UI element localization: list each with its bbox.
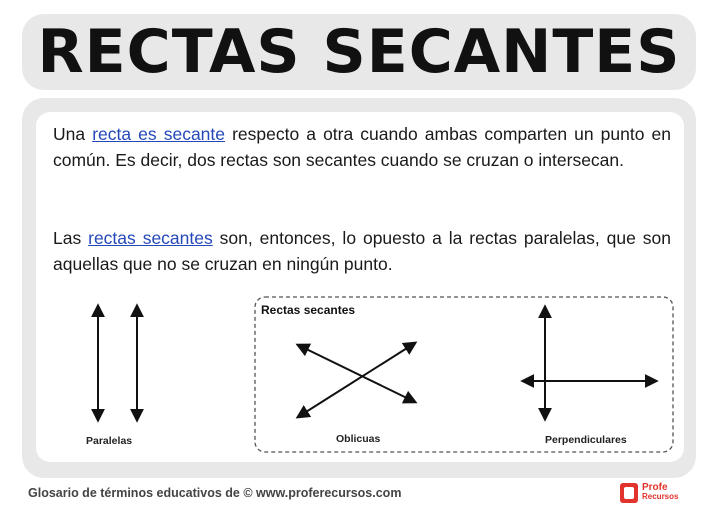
logo-text-bottom: Recursos [642,492,679,501]
proferecursos-logo[interactable] [620,482,700,504]
secantes-box-title: Rectas secantes [261,303,356,317]
paragraph-2-after: son, entonces, lo opuesto a la rectas paralelas, que son aquellas que no se cruzan en ningún punto. [53,228,671,274]
footer-text: Glosario de términos educativos de © www.proferecursos.com [28,486,402,500]
perpendicular-label: Perpendiculares [545,434,627,446]
secantes-box [255,297,673,452]
oblique-label: Oblicuas [336,433,381,445]
paragraph-2-before: Las [53,228,89,248]
page-title: RECTAS SECANTES [37,17,681,87]
link-rectas-secantes[interactable]: rectas secantes [88,228,213,248]
logo-icon [620,483,638,503]
paragraph-1-after: respecto a otra cuando ambas comparten un punto en común. Es decir, dos rectas son secantes cuando se cruzan o intersecan. [53,124,672,170]
parallel-label: Paralelas [86,435,133,447]
paragraph-1-before: Una [53,124,93,144]
link-recta-es-secante[interactable]: recta es secante [92,124,226,144]
logo-text-top: Profe [642,482,668,493]
